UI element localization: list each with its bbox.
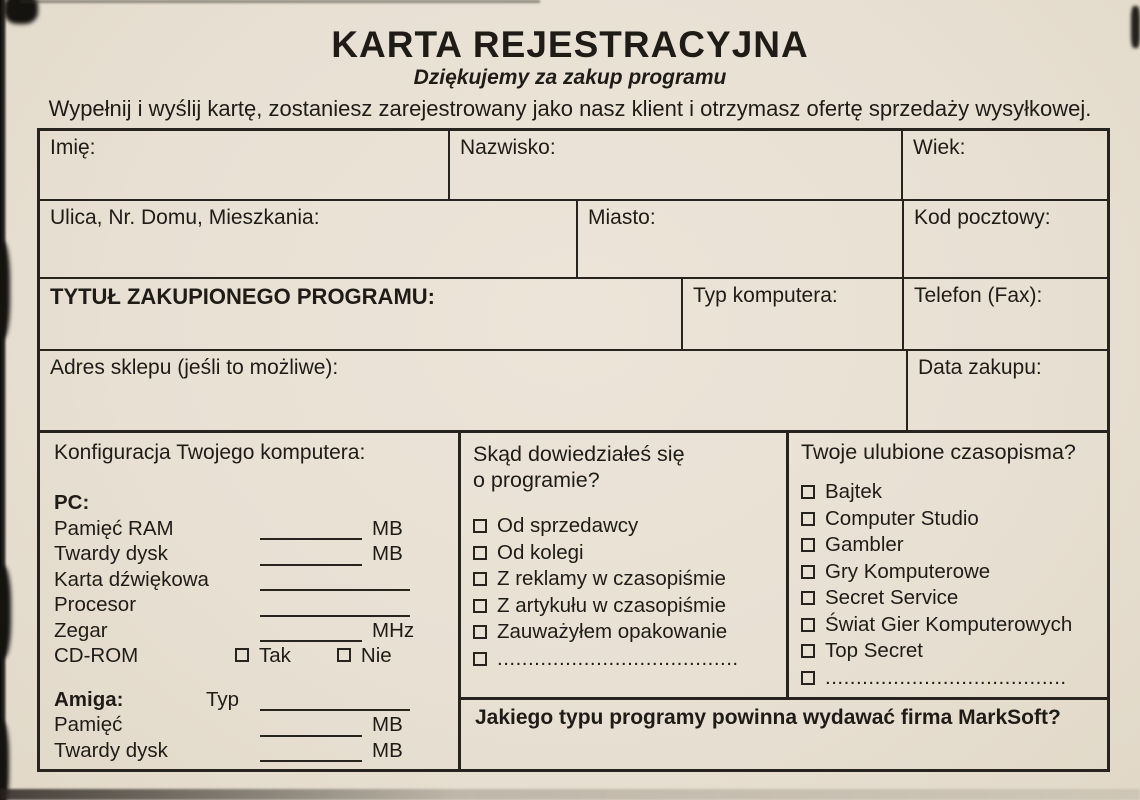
option-label: Z artykułu w czasopiśmie <box>497 593 726 617</box>
option-label: Od sprzedawcy <box>497 514 639 537</box>
config-label: Pamięć RAM <box>54 516 174 540</box>
field-postal-code[interactable] <box>904 201 1107 277</box>
magazine-option <box>801 506 1107 533</box>
magazine-checkbox[interactable] <box>801 671 815 685</box>
source-option <box>473 540 786 567</box>
field-label: Ulica, Nr. Domu, Mieszkania: <box>50 206 320 229</box>
option-label: Bajtek <box>825 480 882 503</box>
table-row <box>40 279 1107 351</box>
amiga-label: Amiga: <box>54 687 124 711</box>
spacer <box>54 670 458 688</box>
config-label: Procesor <box>54 593 137 616</box>
config-label: Twardy dysk <box>54 542 168 565</box>
bottom-section <box>37 430 1110 772</box>
config-title: Konfiguracja Twojego komputera: <box>54 441 366 464</box>
scan-artifact-top-left <box>4 0 38 24</box>
config-label: Pamięć <box>54 713 123 736</box>
question-text: Jakiego typu programy powinna wydawać firma MarkSoft? <box>475 706 1061 729</box>
blank-line[interactable] <box>260 521 362 540</box>
field-last-name[interactable] <box>450 131 903 199</box>
table-row <box>40 131 1107 201</box>
page-title: KARTA REJESTRACYJNA <box>331 24 809 65</box>
source-checkbox[interactable] <box>473 652 487 666</box>
option-label: ....................................... <box>825 665 1067 689</box>
option-label: Zauważyłem opakowanie <box>497 620 728 643</box>
option-label: Computer Studio <box>825 506 979 530</box>
blank-line[interactable] <box>260 623 362 642</box>
unit-label: MB <box>372 516 403 540</box>
magazine-option <box>801 532 1107 559</box>
option-label: Top Secret <box>825 639 923 662</box>
field-city[interactable] <box>578 201 904 277</box>
scan-artifact-left-1 <box>0 242 10 338</box>
option-label: Gambler <box>825 533 904 556</box>
bottom-right-top <box>461 433 1107 697</box>
magazine-option <box>801 585 1107 612</box>
unit-label: MHz <box>372 618 415 642</box>
magazines-options <box>801 479 1107 691</box>
magazine-checkbox[interactable] <box>801 591 815 605</box>
field-first-name[interactable] <box>40 131 450 199</box>
scan-artifact-left-edge <box>0 0 7 800</box>
pc-label: PC: <box>54 491 90 514</box>
field-program-title[interactable] <box>40 279 683 349</box>
config-row-cdrom <box>54 644 458 670</box>
source-checkbox[interactable] <box>473 599 487 613</box>
source-option-other <box>473 646 786 673</box>
config-label: CD-ROM <box>54 644 139 667</box>
option-label: ....................................... <box>497 646 739 670</box>
config-row-soundcard <box>54 568 458 594</box>
field-label: Data zakupu: <box>918 356 1042 379</box>
magazines-column <box>789 433 1107 697</box>
config-row-ram <box>54 517 458 543</box>
field-label: Nazwisko: <box>460 136 556 159</box>
source-option <box>473 513 786 540</box>
source-title-line1: Skąd dowiedziałeś się <box>473 442 685 466</box>
source-checkbox[interactable] <box>473 572 487 586</box>
option-label: Z reklamy w czasopiśmie <box>497 567 726 590</box>
question-box[interactable] <box>461 697 1107 769</box>
registration-table <box>37 128 1110 430</box>
field-shop-address[interactable] <box>40 351 908 430</box>
field-label: Imię: <box>50 136 96 159</box>
config-label: Karta dźwiękowa <box>54 567 209 591</box>
page-subtitle: Dziękujemy za zakup programu <box>413 66 727 89</box>
field-label: TYTUŁ ZAKUPIONEGO PROGRAMU: <box>50 284 435 309</box>
field-label: Wiek: <box>913 136 966 159</box>
magazine-option <box>801 479 1107 506</box>
option-label: Świat Gier Komputerowych <box>825 612 1073 636</box>
source-checkbox[interactable] <box>473 546 487 560</box>
field-label: Miasto: <box>588 206 656 229</box>
blank-line[interactable] <box>260 718 362 737</box>
magazine-checkbox[interactable] <box>801 618 815 632</box>
magazine-option <box>801 638 1107 665</box>
source-checkbox[interactable] <box>473 519 487 533</box>
magazine-option <box>801 612 1107 639</box>
magazine-option <box>801 559 1107 586</box>
blank-line[interactable] <box>260 547 362 566</box>
blank-line[interactable] <box>260 692 410 711</box>
field-label: Adres sklepu (jeśli to możliwe): <box>50 356 339 379</box>
unit-label: MB <box>372 738 403 762</box>
config-row-hdd <box>54 542 458 568</box>
field-label: Telefon (Fax): <box>914 284 1043 307</box>
source-option <box>473 593 786 620</box>
field-label: Kod pocztowy: <box>914 206 1051 229</box>
cdrom-no-label: Nie <box>360 644 392 667</box>
field-age[interactable] <box>903 131 1107 199</box>
config-row-amiga-ram <box>54 713 458 739</box>
magazine-option-other <box>801 665 1107 692</box>
field-label: Typ komputera: <box>693 284 838 307</box>
source-option <box>473 566 786 593</box>
option-label: Gry Komputerowe <box>825 559 991 583</box>
option-label: Secret Service <box>825 586 959 609</box>
config-label: Twardy dysk <box>54 738 168 762</box>
unit-label: MB <box>372 713 403 736</box>
config-column <box>40 433 461 769</box>
unit-label: MB <box>372 542 403 565</box>
config-label: Zegar <box>54 618 108 642</box>
config-row-amiga-hdd <box>54 739 458 765</box>
magazine-checkbox[interactable] <box>801 538 815 552</box>
amiga-typ-label: Typ <box>206 687 240 711</box>
magazine-checkbox[interactable] <box>801 644 815 658</box>
source-options <box>473 513 786 672</box>
magazine-checkbox[interactable] <box>801 512 815 526</box>
source-column <box>461 433 789 697</box>
field-computer-type[interactable] <box>683 279 904 349</box>
magazine-checkbox[interactable] <box>801 485 815 499</box>
cdrom-yes-checkbox[interactable] <box>235 648 249 662</box>
blank-line[interactable] <box>260 598 410 617</box>
scan-artifact-bottom-edge <box>0 789 1140 800</box>
intro-text: Wypełnij i wyślij kartę, zostaniesz zarejestrowany jako nasz klient i otrzymasz ofertę sprzedaży wysyłkowej. <box>48 96 1092 121</box>
source-option <box>473 619 786 646</box>
table-row <box>40 201 1107 279</box>
config-row-amiga-type <box>54 688 458 714</box>
bottom-right-wrap <box>461 433 1107 769</box>
source-title-line2: o programie? <box>473 468 600 492</box>
field-street[interactable] <box>40 201 578 277</box>
scan-artifact-top-edge <box>20 0 540 3</box>
option-label: Od kolegi <box>497 540 584 564</box>
table-row <box>40 351 1107 430</box>
config-row-processor <box>54 593 458 619</box>
field-phone[interactable] <box>904 279 1107 349</box>
field-purchase-date[interactable] <box>908 351 1107 430</box>
source-checkbox[interactable] <box>473 625 487 639</box>
magazine-checkbox[interactable] <box>801 565 815 579</box>
magazines-title: Twoje ulubione czasopisma? <box>801 440 1076 464</box>
blank-line[interactable] <box>260 572 410 591</box>
cdrom-no-checkbox[interactable] <box>337 648 351 662</box>
cdrom-yes-label: Tak <box>259 644 291 667</box>
config-row-clock <box>54 619 458 645</box>
blank-line[interactable] <box>260 743 362 762</box>
scan-artifact-left-2 <box>0 566 11 658</box>
